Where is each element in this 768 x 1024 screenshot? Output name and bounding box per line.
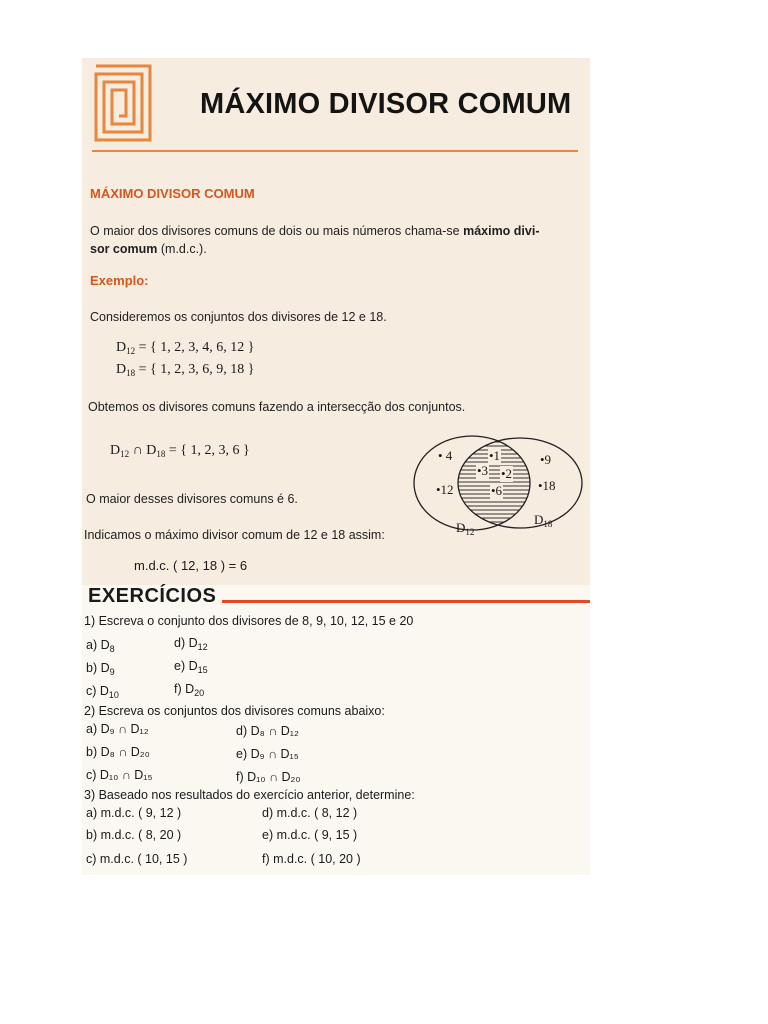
- set-label: D: [116, 340, 127, 355]
- q2-item-c: c) D₁₀ ∩ D₁₅: [86, 768, 153, 782]
- q3-item-e: e) m.d.c. ( 9, 15 ): [262, 828, 358, 842]
- set-label: D: [116, 362, 127, 377]
- venn-common-1: •1: [489, 448, 501, 463]
- q1-item-b: [86, 661, 115, 677]
- item-subscript: 9: [109, 667, 115, 677]
- example-label: Exemplo:: [90, 273, 149, 288]
- definition-bold-2: sor comum: [90, 242, 158, 256]
- intersection-operator: ∩ D: [129, 443, 157, 458]
- q2-item-f: f) D₁₀ ∩ D₂₀: [236, 770, 301, 784]
- q3-item-c: c) m.d.c. ( 10, 15 ): [86, 852, 188, 866]
- mdc-result: m.d.c. ( 12, 18 ) = 6: [134, 558, 248, 573]
- venn-set-label: D: [534, 512, 544, 527]
- item-label: b) D: [86, 661, 110, 675]
- item-subscript: 10: [108, 690, 119, 700]
- q3-item-b: b) m.d.c. ( 8, 20 ): [86, 828, 182, 842]
- venn-common-2: •2: [501, 466, 513, 481]
- q2-item-a: a) D₉ ∩ D₁₂: [86, 722, 149, 736]
- greatest-text: O maior desses divisores comuns é 6.: [86, 492, 298, 506]
- section-title: MÁXIMO DIVISOR COMUM: [90, 186, 255, 201]
- header-divider: [92, 150, 578, 152]
- q3-item-d: d) m.d.c. ( 8, 12 ): [262, 806, 358, 820]
- q3-item-a: a) m.d.c. ( 9, 12 ): [86, 806, 182, 820]
- page-title: MÁXIMO DIVISOR COMUM: [200, 88, 572, 120]
- item-label: f) D: [174, 682, 195, 696]
- indicate-text: Indicamos o máximo divisor comum de 12 e 18 assim:: [84, 528, 385, 542]
- venn-set-label: D: [456, 520, 466, 535]
- q1-item-d: [174, 636, 208, 652]
- exercises-divider: [222, 600, 590, 603]
- set-subscript: 18: [156, 449, 166, 459]
- venn-set-subscript: 12: [465, 527, 475, 537]
- q1-item-e: [174, 659, 208, 675]
- set-d12: [116, 340, 254, 356]
- set-subscript: 12: [120, 449, 130, 459]
- q1-item-f: [174, 682, 204, 698]
- question-3: 3) Baseado nos resultados do exercício anterior, determine:: [84, 788, 415, 802]
- q2-item-e: e) D₉ ∩ D₁₅: [236, 747, 299, 761]
- q2-item-d: d) D₈ ∩ D₁₂: [236, 724, 299, 738]
- venn-left-4: • 4: [438, 448, 453, 463]
- question-2: 2) Escreva os conjuntos dos divisores comuns abaixo:: [84, 704, 385, 718]
- definition-line-1: [90, 222, 540, 240]
- venn-common-3: •3: [477, 463, 489, 478]
- venn-common-6: •6: [491, 483, 503, 498]
- venn-label-d12: [456, 520, 474, 537]
- item-label: c) D: [86, 684, 109, 698]
- square-spiral-icon: [92, 62, 154, 144]
- item-subscript: 15: [197, 665, 208, 675]
- q1-item-a: [86, 638, 115, 654]
- set-subscript: 18: [126, 368, 136, 378]
- exercises-title: EXERCÍCIOS: [88, 585, 217, 607]
- definition-line-2: [90, 240, 207, 258]
- set-d18: [116, 362, 254, 378]
- definition-bold: máximo divi-: [463, 224, 540, 238]
- venn-left-12: •12: [436, 482, 454, 497]
- q3-item-f: f) m.d.c. ( 10, 20 ): [262, 852, 361, 866]
- set-values: = { 1, 2, 3, 4, 6, 12 }: [135, 340, 255, 355]
- question-1: 1) Escreva o conjunto dos divisores de 8, 9, 10, 12, 15 e 20: [84, 614, 414, 628]
- venn-label-d18: [534, 512, 552, 529]
- item-label: a) D: [86, 638, 110, 652]
- set-label: D: [110, 443, 121, 458]
- set-subscript: 12: [126, 346, 136, 356]
- item-label: d) D: [174, 636, 198, 650]
- item-subscript: 20: [194, 688, 205, 698]
- definition-text-2: (m.d.c.).: [157, 242, 207, 256]
- item-subscript: 8: [109, 644, 115, 654]
- intersection-expression: [110, 443, 250, 459]
- set-values: = { 1, 2, 3, 6 }: [165, 443, 250, 458]
- intersection-text: Obtemos os divisores comuns fazendo a intersecção dos conjuntos.: [88, 400, 466, 414]
- q1-item-c: [86, 684, 119, 700]
- q2-item-b: b) D₈ ∩ D₂₀: [86, 745, 150, 759]
- item-label: e) D: [174, 659, 198, 673]
- venn-right-18: •18: [538, 478, 556, 493]
- venn-right-9: •9: [540, 452, 552, 467]
- set-values: = { 1, 2, 3, 6, 9, 18 }: [135, 362, 255, 377]
- item-subscript: 12: [197, 642, 208, 652]
- consider-text: Consideremos os conjuntos dos divisores de 12 e 18.: [90, 310, 387, 324]
- venn-set-subscript: 18: [543, 519, 553, 529]
- definition-text: O maior dos divisores comuns de dois ou mais números chama-se: [90, 224, 464, 238]
